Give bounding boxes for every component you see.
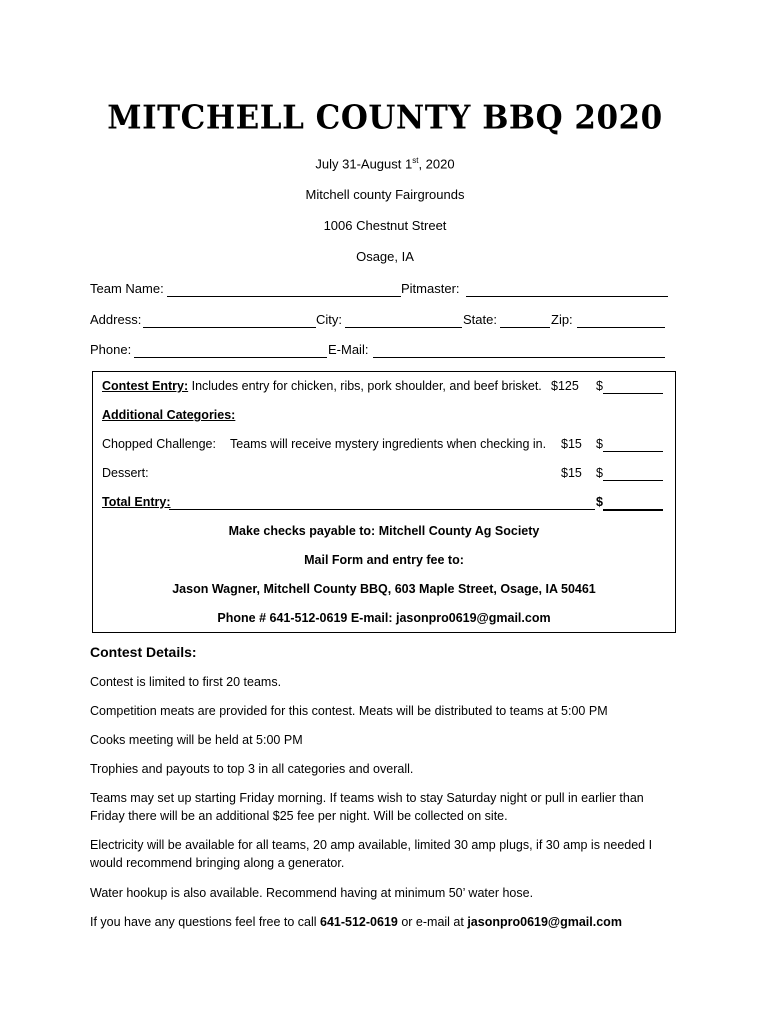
state-label: State: bbox=[463, 312, 497, 327]
dessert-amount-field[interactable] bbox=[603, 467, 663, 481]
total-entry-label: Total Entry: bbox=[102, 495, 171, 509]
event-date bbox=[0, 156, 770, 171]
city-field[interactable] bbox=[345, 313, 462, 328]
state-field[interactable] bbox=[500, 313, 550, 328]
contest-entry-amount-field[interactable] bbox=[603, 380, 663, 394]
detail-trophies: Trophies and payouts to top 3 in all categories and overall. bbox=[90, 762, 414, 776]
additional-categories-heading: Additional Categories: bbox=[102, 408, 236, 422]
email-label: E-Mail: bbox=[328, 342, 369, 357]
total-entry-rule bbox=[169, 509, 595, 510]
total-dollar: $ bbox=[596, 495, 603, 509]
total-amount-field[interactable] bbox=[603, 496, 663, 511]
dessert-dollar: $ bbox=[596, 466, 603, 480]
chopped-dollar: $ bbox=[596, 437, 603, 451]
contest-entry-line bbox=[102, 379, 542, 393]
phone-row bbox=[90, 342, 670, 362]
chopped-text: Teams will receive mystery ingredients when checking in. bbox=[230, 437, 547, 451]
entry-box bbox=[92, 371, 676, 633]
questions-email: jasonpro0619@gmail.com bbox=[467, 915, 622, 929]
detail-cooks-meeting: Cooks meeting will be held at 5:00 PM bbox=[90, 733, 303, 747]
phone-label: Phone: bbox=[90, 342, 132, 357]
detail-setup bbox=[90, 789, 680, 825]
detail-setup-line1: Teams may set up starting Friday morning. If teams wish to stay Saturday night or pull in earlier than bbox=[90, 791, 644, 805]
detail-electricity bbox=[90, 836, 680, 872]
team-row bbox=[90, 281, 670, 301]
questions-text: If you have any questions feel free to call bbox=[90, 915, 320, 929]
event-city: Osage, IA bbox=[356, 249, 414, 264]
pitmaster-field[interactable] bbox=[466, 282, 668, 297]
contest-entry-label: Contest Entry: bbox=[102, 379, 189, 393]
phone-field[interactable] bbox=[134, 343, 327, 358]
dessert-label: Dessert: bbox=[102, 466, 149, 480]
address-label: Address: bbox=[90, 312, 142, 327]
questions-mid-text: or e-mail at bbox=[397, 915, 468, 929]
detail-water: Water hookup is also available. Recommend having at minimum 50’ water hose. bbox=[90, 886, 534, 900]
checks-payable-text: Make checks payable to: Mitchell County Ag Society bbox=[228, 524, 540, 538]
address-row bbox=[90, 312, 670, 332]
detail-electricity-line1: Electricity will be available for all teams, 20 amp available, limited 30 amp plugs, if 30 amp is needed I bbox=[90, 838, 653, 852]
questions-phone: 641-512-0619 bbox=[320, 915, 398, 929]
mail-address-text: Jason Wagner, Mitchell County BBQ, 603 Maple Street, Osage, IA 50461 bbox=[172, 582, 596, 596]
pitmaster-label: Pitmaster: bbox=[401, 281, 460, 296]
chopped-price: $15 bbox=[561, 437, 582, 451]
detail-questions bbox=[90, 913, 680, 931]
detail-setup-line2: Friday there will be an additional $25 fee per night. Will be collected on site. bbox=[90, 809, 508, 823]
city-label: City: bbox=[316, 312, 342, 327]
zip-label: Zip: bbox=[551, 312, 573, 327]
event-date-rest: , 2020 bbox=[418, 156, 455, 172]
team-name-field[interactable] bbox=[167, 282, 401, 297]
page-title: MITCHELL COUNTY BBQ 2020 bbox=[107, 99, 663, 137]
event-street: 1006 Chestnut Street bbox=[323, 218, 447, 233]
email-field[interactable] bbox=[373, 343, 665, 358]
dessert-price: $15 bbox=[561, 466, 582, 480]
event-venue: Mitchell county Fairgrounds bbox=[305, 187, 465, 202]
detail-teams-limit: Contest is limited to first 20 teams. bbox=[90, 675, 282, 689]
contact-phone-email: Phone # 641-512-0619 E-mail: jasonpro0619@gmail.com bbox=[217, 611, 551, 625]
detail-meats: Competition meats are provided for this contest. Meats will be distributed to teams at 5:00 PM bbox=[90, 704, 608, 718]
detail-electricity-line2: would recommend bringing along a generator. bbox=[90, 856, 345, 870]
chopped-amount-field[interactable] bbox=[603, 438, 663, 452]
contest-entry-text: Includes entry for chicken, ribs, pork shoulder, and beef brisket. bbox=[188, 379, 542, 393]
event-date-main: July 31-August 1 bbox=[315, 156, 413, 172]
zip-field[interactable] bbox=[577, 313, 665, 328]
contest-entry-dollar: $ bbox=[596, 379, 603, 393]
address-field[interactable] bbox=[143, 313, 316, 328]
event-date-sup: st bbox=[412, 156, 419, 165]
team-name-label: Team Name: bbox=[90, 281, 164, 296]
contest-entry-price: $125 bbox=[551, 379, 579, 393]
contest-details-heading: Contest Details: bbox=[90, 644, 197, 660]
chopped-label: Chopped Challenge: bbox=[102, 437, 216, 451]
mail-form-text: Mail Form and entry fee to: bbox=[304, 553, 464, 567]
